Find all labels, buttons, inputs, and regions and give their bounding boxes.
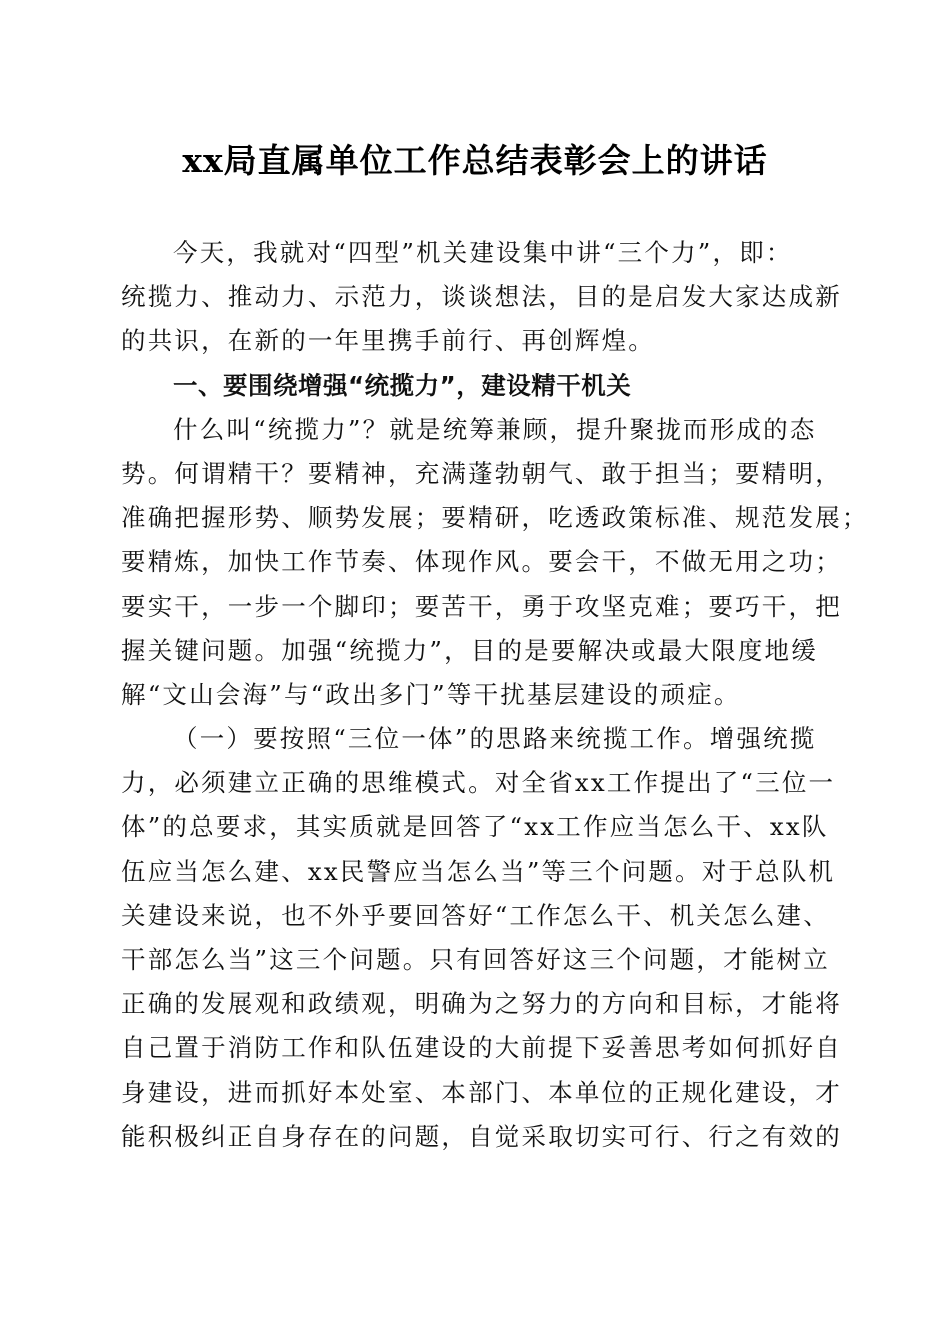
paragraph-line: 要实干，一步一个脚印；要苦干，勇于攻坚克难；要巧干，把 — [121, 591, 842, 621]
paragraph-line: 什么叫“统揽力”？就是统筹兼顾，提升聚拢而形成的态 — [173, 414, 817, 444]
document-title: xx局直属单位工作总结表彰会上的讲话 — [182, 141, 768, 180]
paragraph-line: 体”的总要求，其实质就是回答了“xx工作应当怎么干、xx队 — [121, 812, 829, 842]
document-body — [121, 231, 869, 1159]
paragraph-line: 自己置于消防工作和队伍建设的大前提下妥善思考如何抓好自 — [121, 1033, 842, 1063]
paragraph-line: 干部怎么当”这三个问题。只有回答好这三个问题，才能树立 — [121, 945, 830, 974]
paragraph-line: 的共识，在新的一年里携手前行、再创辉煌。 — [121, 326, 655, 356]
paragraph-line: 身建设，进而抓好本处室、本部门、本单位的正规化建设，才 — [121, 1077, 842, 1107]
paragraph-line: 今天，我就对“四型”机关建设集中讲“三个力”，即： — [173, 238, 793, 267]
paragraph-line: 伍应当怎么建、xx民警应当怎么当”等三个问题。对于总队机 — [121, 856, 836, 886]
paragraph-line: 准确把握形势、顺势发展；要精研，吃透政策标准、规范发展； — [121, 503, 869, 533]
paragraph-line: 能积极纠正自身存在的问题，自觉采取切实可行、行之有效的 — [121, 1121, 842, 1151]
paragraph-line: 势。何谓精干？要精神，充满蓬勃朝气、敢于担当；要精明， — [121, 458, 842, 488]
paragraph-line: 握关键问题。加强“统揽力”，目的是要解决或最大限度地缓 — [121, 635, 818, 665]
paragraph-line: 统揽力、推动力、示范力，谈谈想法，目的是启发大家达成新 — [121, 282, 842, 312]
paragraph-line: 正确的发展观和政绩观，明确为之努力的方向和目标，才能将 — [121, 989, 842, 1019]
paragraph-line: 解“文山会海”与“政出多门”等干扰基层建设的顽症。 — [121, 679, 741, 709]
paragraph-line: 力，必须建立正确的思维模式。对全省xx工作提出了“三位一 — [121, 768, 836, 798]
paragraph-line: （一）要按照“三位一体”的思路来统揽工作。增强统揽 — [173, 724, 817, 754]
paragraph-line: 要精炼，加快工作节奏、体现作风。要会干，不做无用之功； — [121, 547, 842, 577]
section-heading: 一、要围绕增强“统揽力”，建设精干机关 — [173, 370, 632, 400]
paragraph-line: 关建设来说，也不外乎要回答好“工作怎么干、机关怎么建、 — [121, 900, 830, 930]
